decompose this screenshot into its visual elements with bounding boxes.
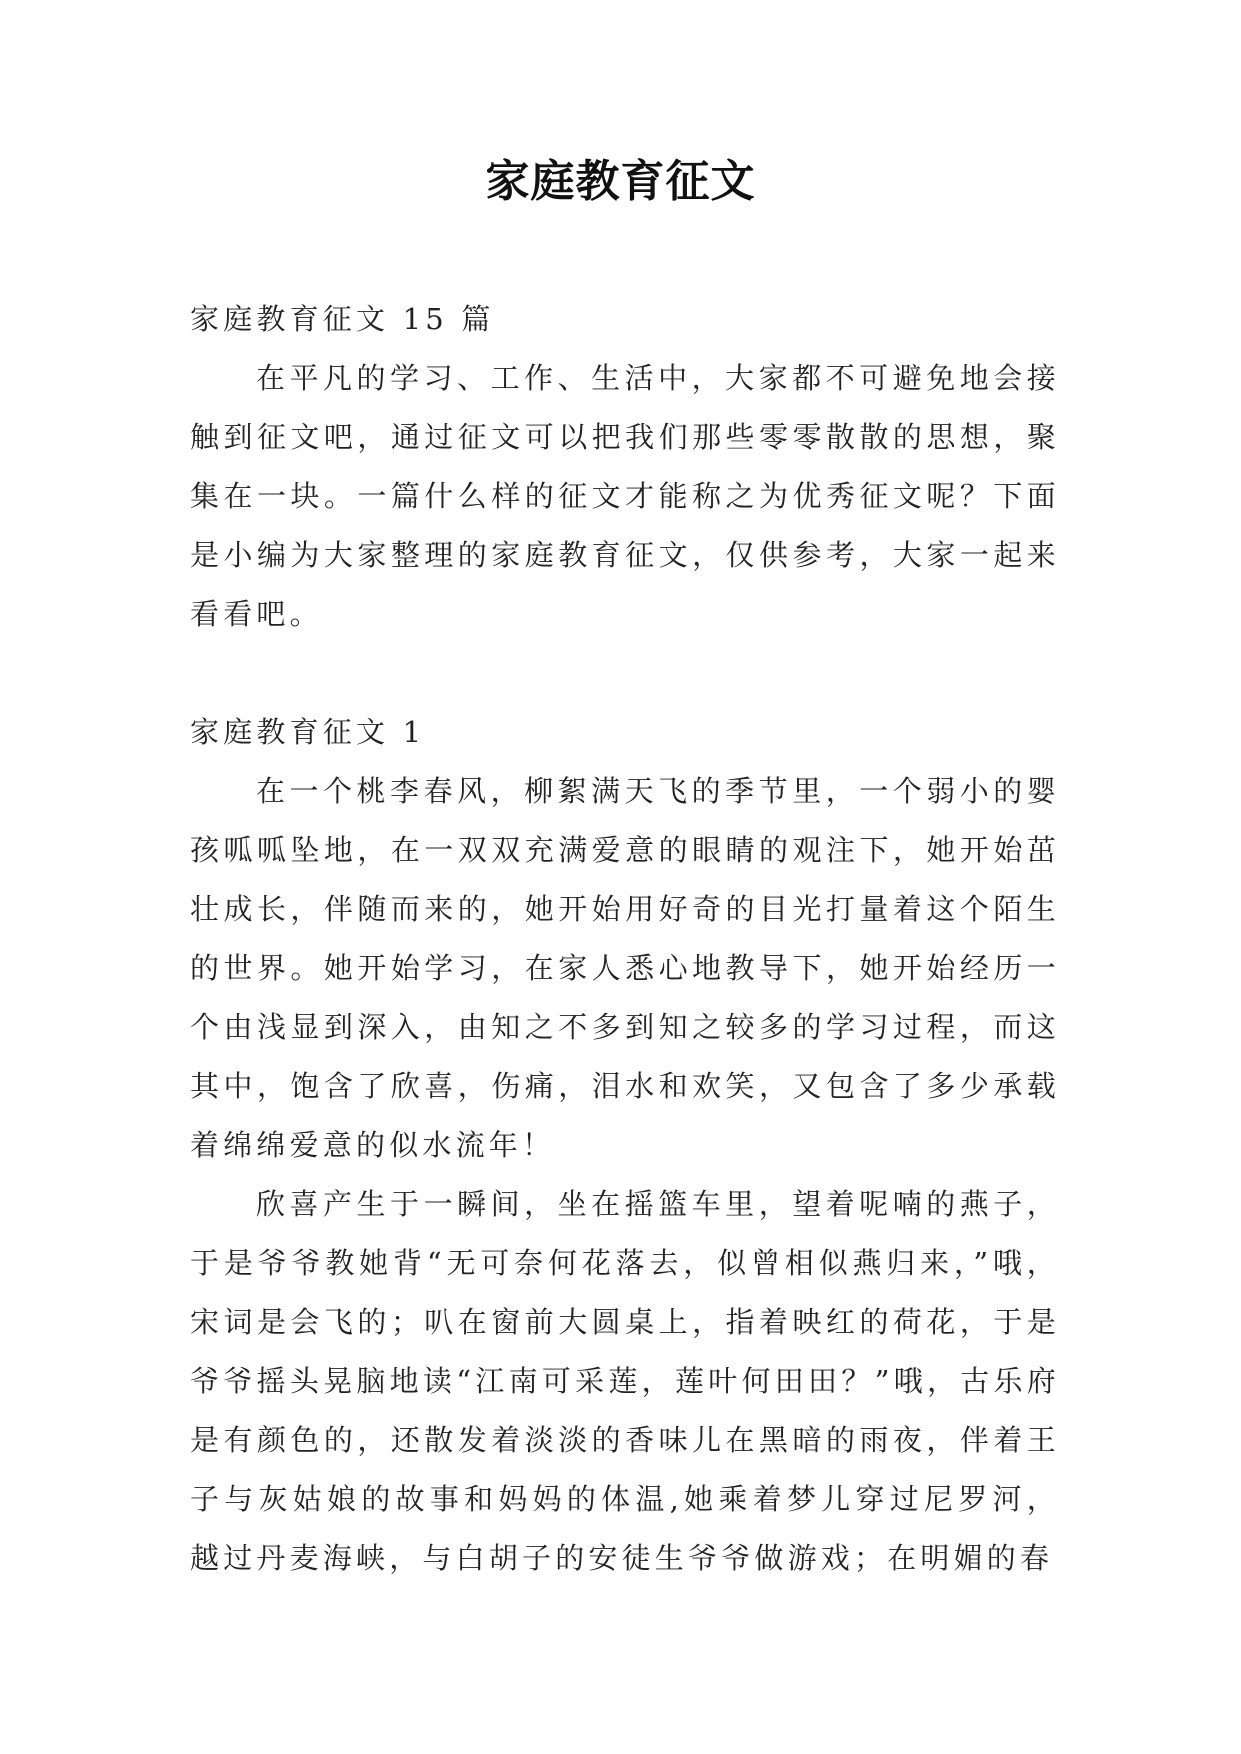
- document-title: 家庭教育征文: [485, 156, 756, 207]
- section-spacer: [190, 644, 1060, 703]
- section-heading: 家庭教育征文 1: [190, 715, 426, 749]
- intro-paragraph: 在平凡的学习、工作、生活中，大家都不可避免地会接触到征文吧，通过征文可以把我们那些零零散散的思想，聚集在一块。一篇什么样的征文才能称之为优秀征文呢？下面是小编为大家整理的家庭教育征文，仅供参考，大家一起来看看吧。: [190, 361, 1060, 631]
- document-body: [190, 290, 1060, 1588]
- section-paragraph: 欣喜产生于一瞬间，坐在摇篮车里，望着呢喃的燕子，于是爷爷教她背“无可奈何花落去，似曾相似燕归来，”哦，宋词是会飞的；叭在窗前大圆桌上，指着映红的荷花，于是爷爷摇头晃脑地读“江南可采莲，莲叶何田田？”哦，古乐府是有颜色的，还散发着淡淡的香味儿在黑暗的雨夜，伴着王子与灰姑娘的故事和妈妈的体温,她乘着梦儿穿过尼罗河，越过丹麦海峡，与白胡子的安徒生爷爷做游戏；在明媚的春: [190, 1187, 1060, 1575]
- section-paragraph: 在一个桃李春风，柳絮满天飞的季节里，一个弱小的婴孩呱呱坠地，在一双双充满爱意的眼睛的观注下，她开始茁壮成长，伴随而来的，她开始用好奇的目光打量着这个陌生的世界。她开始学习，在家人悉心地教导下，她开始经历一个由浅显到深入，由知之不多到知之较多的学习过程，而这其中，饱含了欣喜，伤痛，泪水和欢笑，又包含了多少承载着绵绵爱意的似水流年！: [190, 774, 1060, 1162]
- document-subtitle: 家庭教育征文 15 篇: [190, 302, 495, 336]
